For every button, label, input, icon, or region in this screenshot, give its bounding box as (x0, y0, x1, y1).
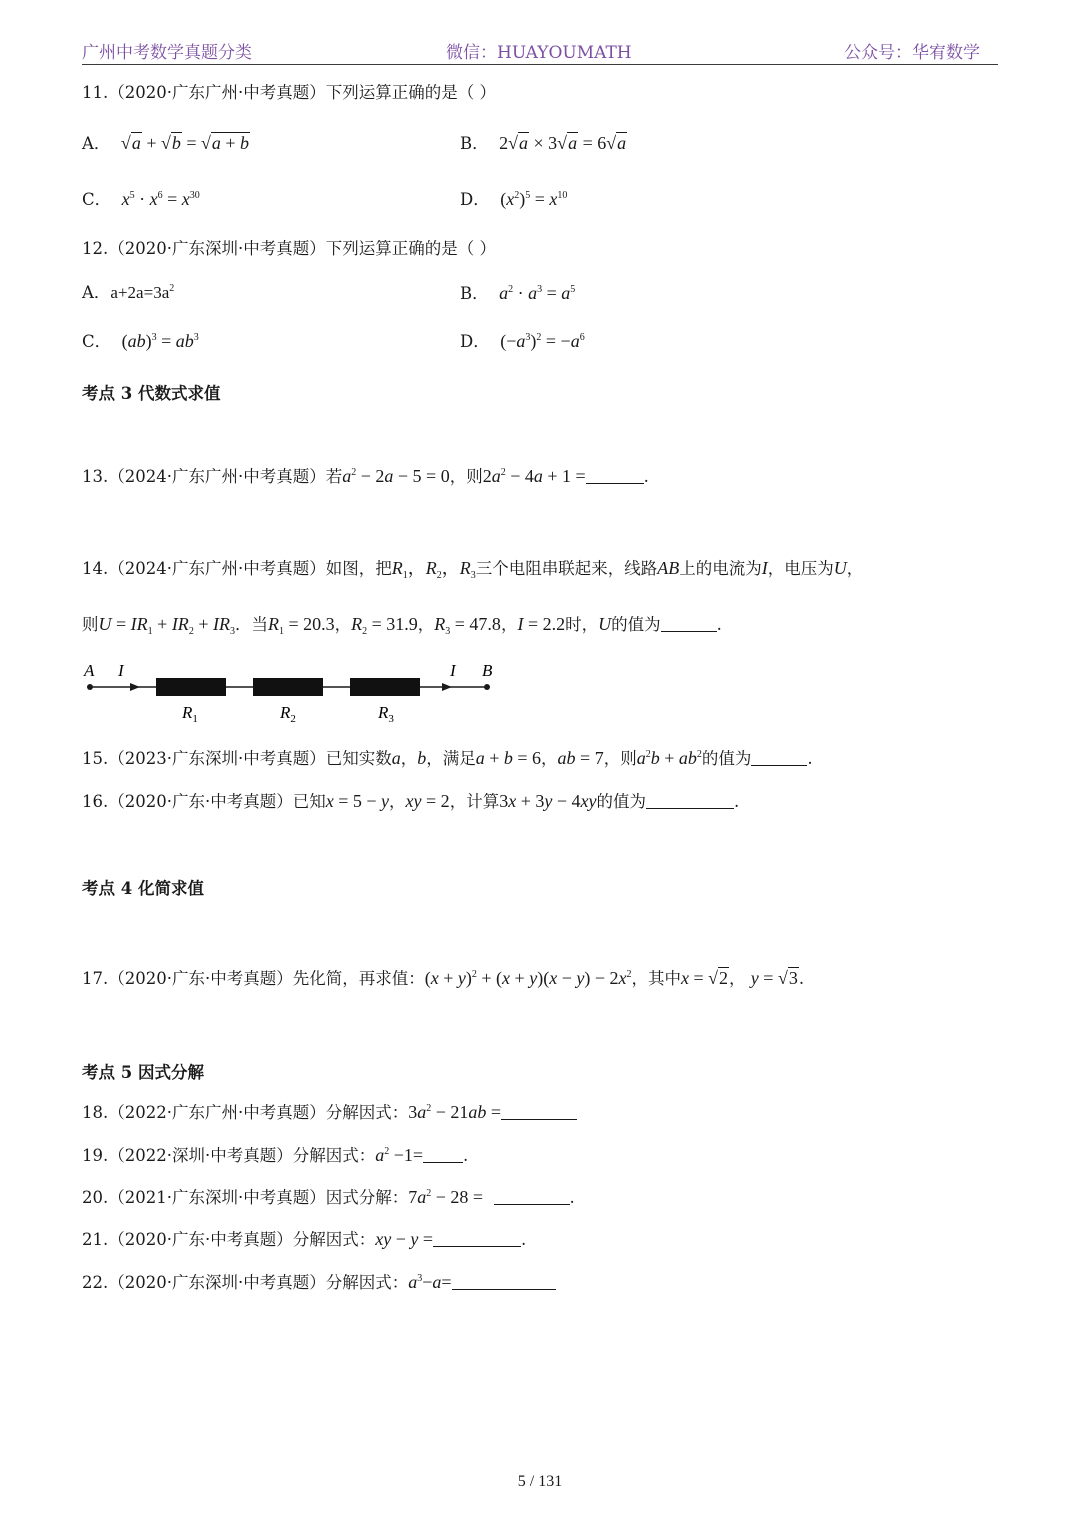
circuit-diagram (82, 660, 512, 730)
q14-line2: 则$U = IR_1 + IR_2 + IR_3$．当$R_1 = 20.3$，$R_2 = 31.9$，$R_3 = 47.8$，I = 2.2时，U的值为 . (82, 614, 722, 637)
current-arrow-right-icon (442, 683, 452, 691)
label-b: B (482, 661, 493, 680)
q12-option-a: A．$a+2a=3a^2$ (82, 283, 175, 302)
resistor-r1 (156, 678, 226, 696)
q11-option-a: A． √a + √b = √a + b (82, 133, 250, 153)
q12-option-b: B． $a^2 \cdot a^3 = a^5$ (460, 283, 576, 303)
q22-answer-blank[interactable] (452, 1273, 556, 1290)
q20-answer-blank[interactable] (494, 1188, 570, 1205)
q11-option-c: C． $x^5 \cdot x^6 = x^{30}$ (82, 189, 200, 209)
q16-answer-blank[interactable] (646, 792, 734, 809)
q19: 19.（2022·深圳·中考真题）分解因式：$a^2 -1=$ . (82, 1145, 469, 1165)
resistor-r3 (350, 678, 420, 696)
q15-answer-blank[interactable] (751, 749, 807, 766)
q21: 21.（2020·广东·中考真题）分解因式：xy − y = . (82, 1229, 527, 1249)
q11-option-b: B． 2√a × 3√a = 6√a (460, 133, 627, 153)
section-5-title: 考点 5 因式分解 (82, 1063, 204, 1082)
q22: 22.（2020·广东深圳·中考真题）分解因式：$a^3-a=$ (82, 1271, 556, 1294)
page-number: 5 / 131 (517, 1473, 563, 1490)
page-header (82, 38, 998, 65)
q14-line1: 14.（2024·广东广州·中考真题）如图，把$R_1$，$R_2$，$R_3$三个电阻串联起来，线路AB上的电流为I，电压为U， (82, 558, 864, 581)
q11-option-d: D． $(x^2)^5 = x^{10}$ (460, 189, 568, 209)
label-i-left: I (118, 661, 124, 680)
q15: 15.（2023·广东深圳·中考真题）已知实数a，b，满足a + b = 6，ab = 7，则$a^2b + ab^2$的值为 . (82, 748, 813, 768)
current-arrow-left-icon (130, 683, 140, 691)
header-left-title: 广州中考数学真题分类 (82, 43, 252, 63)
point-b-dot (484, 684, 490, 690)
label-i-right: I (450, 661, 456, 680)
label-r3: $R_3$ (378, 703, 394, 725)
q11-stem: 11.（2020·广东广州·中考真题）下列运算正确的是（ ） (82, 83, 496, 102)
label-r1: $R_1$ (182, 703, 198, 725)
header-wechat: 微信：HUAYOUMATH (446, 43, 632, 63)
resistor-r2 (253, 678, 323, 696)
q21-answer-blank[interactable] (433, 1230, 521, 1247)
label-r2: $R_2$ (280, 703, 296, 725)
label-a: A (84, 661, 95, 680)
section-3-title: 考点 3 代数式求值 (82, 384, 221, 403)
q18: 18.（2022·广东广州·中考真题）分解因式：$3a^2 - 21ab$ = (82, 1101, 577, 1124)
q19-answer-blank[interactable] (423, 1146, 463, 1163)
q16: 16.（2020·广东·中考真题）已知x = 5 − y，xy = 2，计算3x + 3y − 4xy的值为 . (82, 791, 740, 811)
section-4-title: 考点 4 化简求值 (82, 879, 204, 898)
q12-stem: 12.（2020·广东深圳·中考真题）下列运算正确的是（ ） (82, 239, 496, 258)
q13-answer-blank[interactable] (586, 467, 644, 484)
q12-option-d: D． $(-a^3)^2 = -a^6$ (460, 331, 585, 351)
q18-answer-blank[interactable] (501, 1103, 577, 1120)
q13: 13.（2024·广东广州·中考真题）若$a^2 - 2a - 5 = 0$，则$2a^2 - 4a + 1$ = . (82, 466, 649, 486)
point-a-dot (87, 684, 93, 690)
q14-answer-blank[interactable] (661, 615, 717, 632)
q20: 20.（2021·广东深圳·中考真题）因式分解：$7a^2 - 28$ = . (82, 1187, 575, 1207)
q12-option-c: C． $(ab)^3 = ab^3$ (82, 331, 199, 351)
q17: 17.（2020·广东·中考真题）先化简，再求值：$(x + y)^2 + (x + y)(x - y) - 2x^2$，其中x = √2， y = √3. (82, 968, 805, 988)
header-public-account: 公众号：华宥数学 (844, 43, 980, 63)
